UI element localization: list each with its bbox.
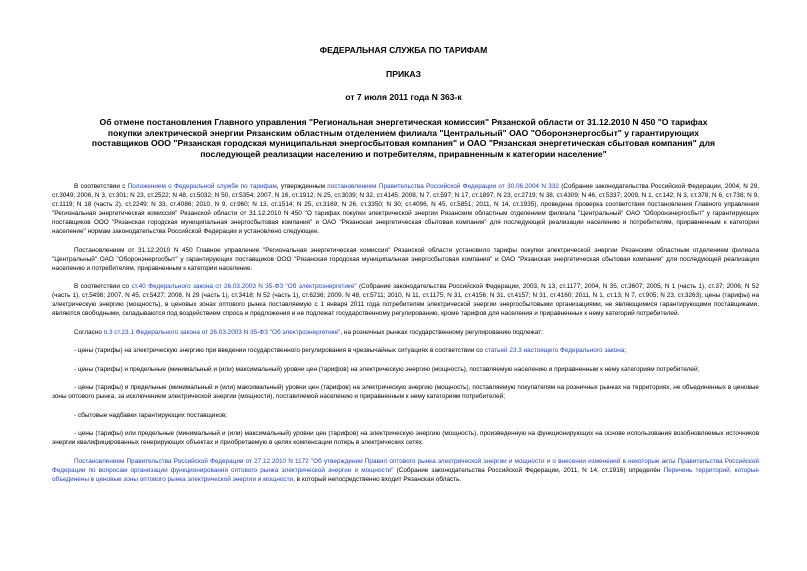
paragraph-article-40 [52,282,759,318]
link-article-23-3[interactable]: статьей 23.3 настоящего Федерального закона [484,347,625,354]
text: , утвержденным [276,183,328,190]
link-government-resolution-1172[interactable]: Постановлением Правительства Российской Федерации от 27.12.2010 N 1172 "Об утверждении Правил оптового рынка электрической энергии и мощности и о внесении изменений в некоторые акты Правительства Российской Федерации по вопросам организации функционирования оптового рынка электрической энергии и мощности" [52,457,759,474]
link-fts-regulation[interactable]: Положением о Федеральной службе по тарифам [127,183,277,190]
list-item: - сбытовые надбавки гарантирующих поставщиков; [74,411,228,419]
paragraph-resolution-1172 [52,457,759,484]
text: В соответствии с [74,183,128,190]
link-article-40-law-35fz[interactable]: ст.40 Федерального закона от 26.03.2003 N 35-ФЗ "Об электроэнергетике" [131,283,357,290]
link-government-resolution-332[interactable]: постановлением Правительства Российской Федерации от 30.06.2004 N 332 [327,183,559,190]
document-title: Об отмене постановления Главного управления "Региональная энергетическая комиссия" Рязанской области от 31.12.2010 N 450 "О тарифах покупки электрической энергии Рязанским областным отделением филиала "Центральный" ОАО "Оборонэнергосбыт" у гарантирующих поставщиков ООО "Рязанская городская муниципальная энергосбытовая компания" и ОАО "Рязанская энергетическая сбытовая компания" для последующей реализации населению и потребителям, приравненным к категории население" [91,117,716,159]
text: , в который непосредственно входит Рязанская область. [293,475,462,483]
document-date-number: от 7 июля 2011 года N 363-к [345,92,462,102]
list-item: - цены (тарифы) и предельные (минимальный и (или) максимальный) уровни цен (тарифов) на электрическую энергию (мощность), поставляемую населению и приравненным к нему категориям потребителей; [74,365,700,373]
document-type: ПРИКАЗ [386,69,421,79]
text: (Собрание законодательства Российской Федерации, 2003, N 13, ст.1177; 2004, N 35, ст.3607; 2005, N 1 (часть 1), ст.37; 2006, N 52 (часть 1), ст.5498; 2007, N 45, ст.5427; 2008, N 29 (часть 1), ст.3418; N 52 (часть 1), ст.6236; 2009, N 48, ст.5711; 2010, N 11, ст.1175; N 31, ст.4156; N 31, ст.4157; N 31, ст.4160; 2011, N 1, ст.13; N 7, ст.905; N 23, ст.3263), цены (тарифы) на электрическую энергию (мощность), в ценовых зонах оптового рынка поставляемую с 1 января 2011 года потребителям электрической энергии энергосбытовыми организациями, не являющимися гарантирующими поставщиками, являются свободными, складываются под воздействием спроса и предложения и не подлежат государственному регулированию, кроме тарифов для населения и приравненных к нему категорий потребителей. [52,283,759,317]
paragraph-article-23-1 [52,328,759,337]
text: - цены (тарифы) на электрическую энергию при введении государственного регулирования в чрезвычайных ситуациях в соответствии со [74,347,485,354]
text: ; [624,347,627,354]
list-item [52,346,759,355]
link-price-zones-list[interactable]: Перечень территорий, которые объединены в ценовые зоны оптового рынка электрической энергии и мощности [52,466,759,483]
list-item: - цены (тарифы) и предельные (минимальный и (или) максимальный) уровни цен (тарифов) на электрическую энергию (мощность), поставляемую покупателям на розничных рынках на территориях, не объединенных в ценовые зоны оптового рынка, за исключением электрической энергии (мощности), поставляемой населению и приравненным к нему категориям потребителей; [52,384,759,400]
list-item: - цены (тарифы) или предельные (минимальный и (или) максимальный) уровни цен (тарифов) на электрическую энергию (мощность), произведенную на функционирующих на основе использования возобновляемых источников энергии квалифицированных генерирующих объектах и приобретаемую в целях компенсации потерь в электрических сетях. [52,430,759,446]
link-article-23-1[interactable]: п.3 ст.23.1 Федерального закона от 26.03.2003 N 35-ФЗ "Об электроэнергетике" [103,328,341,336]
document-body [52,182,759,493]
agency-name: ФЕДЕРАЛЬНАЯ СЛУЖБА ПО ТАРИФАМ [319,45,488,55]
text: (Собрание законодательства Российской Федерации, 2004, N 29, ст.3049; 2006, N 3, ст.301; N 23, ст.2522; N 48, ст.5032; N 50, ст.5354; 2007, N 16, ст.1912; N 25, ст.3039; N 32, ст.4145; 2008, N 7, ст.597; N 17, ст.1897; N 23, ст.2719; N 38, ст.4309; N 46, ст.5337; 2009, N 1, ст.142; N 3, ст.378; N 6, ст.738; N 9, ст.1119; N 18 (часть 2), ст.2249; N 33, ст.4086; 2010, N 9, ст.960; N 13, ст.1514; N 25, ст.3169; N 26, ст.3350; N 30, ст.4096, N 45, ст.5851; 2011, N 14, ст.1935), проведена проверка соответствия постановления Главного управления "Региональная энергетическая комиссия" Рязанской области от 31.12.2010 N 450 "О тарифах покупки электрической энергии Рязанским областным отделением филиала "Центральный" ОАО "Оборонэнергосбыт" у гарантирующих поставщиков ООО "Рязанская городская муниципальная энергосбытовая компания" и ОАО "Рязанская энергетическая сбытовая компания" для последующей реализации населению и потребителям, приравненным к категории население" нормам законодательства Российской Федерации и установлено следующее. [52,183,759,235]
text: , на розничных рынках государственному регулированию подлежат: [340,328,543,336]
paragraph-resolution-450: Постановлением от 31.12.2010 N 450 Главное управление "Региональная энергетическая комиссия" Рязанской области установило тарифы покупки электрической энергии Рязанским областным отделением филиала "Центральный" ОАО "Оборонэнергосбыт" у гарантирующих поставщиков ООО "Рязанская городская муниципальная энергосбытовая компания" и ОАО "Рязанская энергетическая сбытовая компания" для последующей реализации населению и потребителям, приравненным к категории население. [52,246,759,272]
text: Согласно [74,328,104,336]
text: (Собрание законодательства Российской Федерации, 2011, N 14, ст.1916) определён [393,466,664,474]
text: В соответствии со [74,283,132,290]
paragraph-basis [52,182,759,236]
